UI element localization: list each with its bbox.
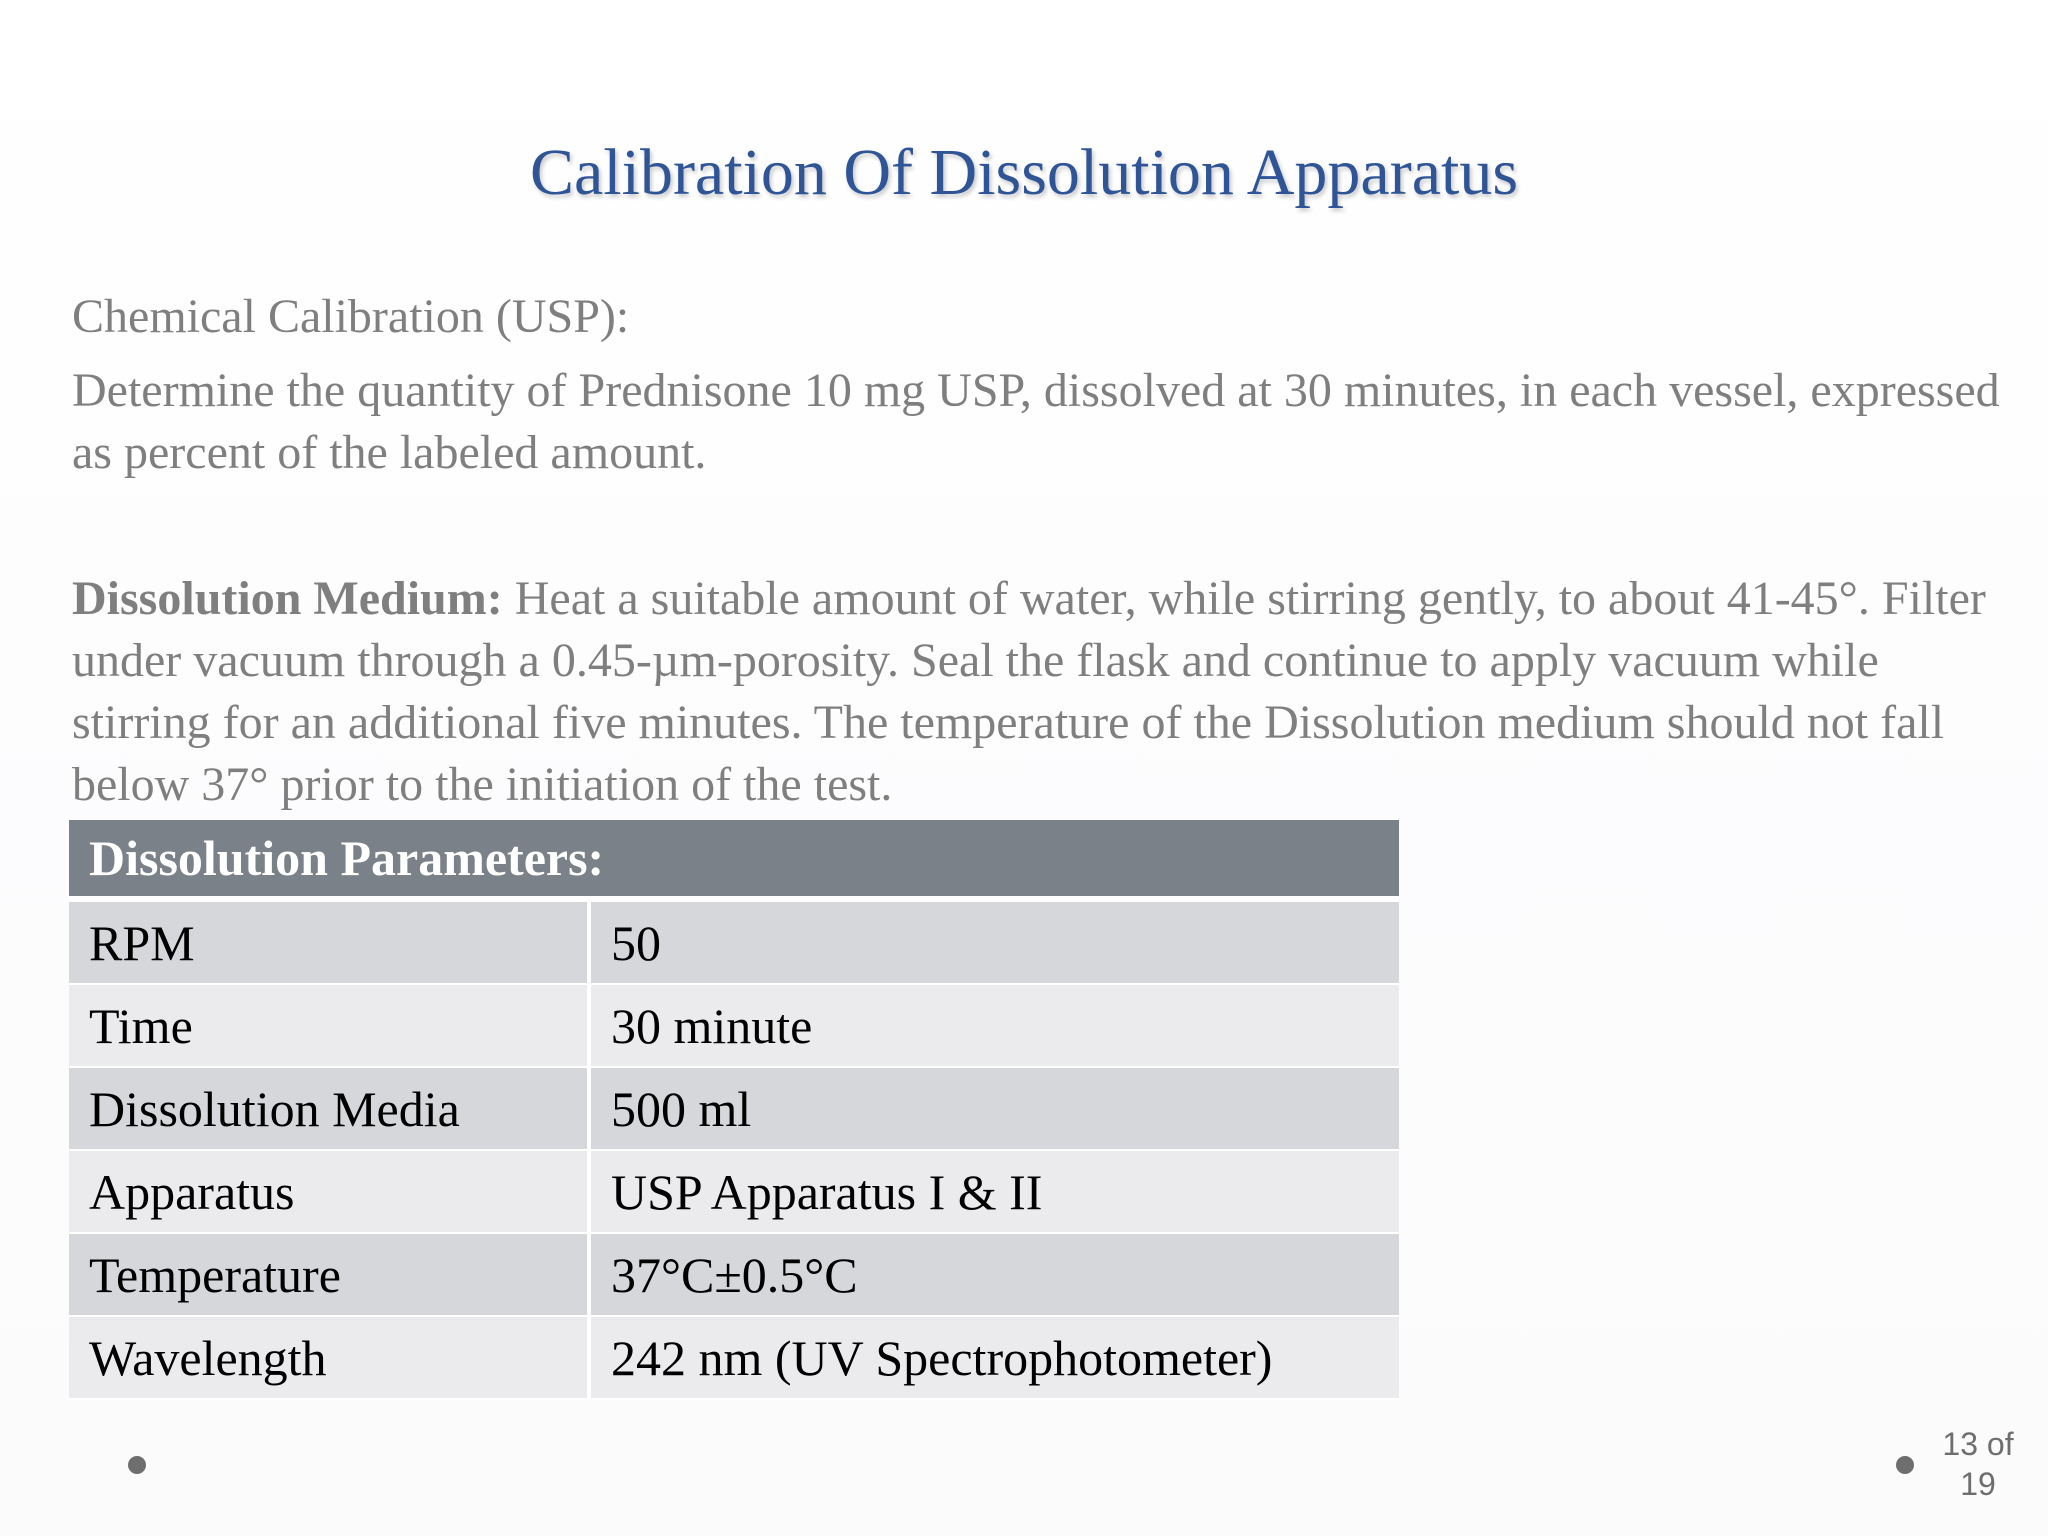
prev-slide-dot-icon[interactable] — [128, 1456, 146, 1474]
table-row — [69, 1316, 1399, 1399]
param-name: Dissolution Media — [69, 1067, 589, 1150]
next-slide-dot-icon[interactable] — [1896, 1456, 1914, 1474]
param-name: Temperature — [69, 1233, 589, 1316]
param-value: 30 minute — [589, 984, 1399, 1067]
table-row — [69, 1233, 1399, 1316]
table-row — [69, 899, 1399, 984]
dissolution-parameters-table — [69, 820, 1399, 1400]
param-value: USP Apparatus I & II — [589, 1150, 1399, 1233]
table-row — [69, 984, 1399, 1067]
table-header-row — [69, 820, 1399, 899]
param-name: Apparatus — [69, 1150, 589, 1233]
page-number-line2: 19 — [1960, 1466, 1996, 1502]
paragraph-body: Heat a suitable amount of water, while stirring gently, to about 41-45°. Filter under vacuum through a 0.45-µm-porosity. Seal the flask and continue to apply vacuum while stirring for an additional five minutes. The temperature of the Dissolution medium should not fall below 37° prior to the initiation of the test. — [72, 572, 1986, 811]
param-value: 50 — [589, 899, 1399, 984]
param-name: Time — [69, 984, 589, 1067]
table-row — [69, 1150, 1399, 1233]
param-name: Wavelength — [69, 1316, 589, 1399]
param-value: 37°C±0.5°C — [589, 1233, 1399, 1316]
page-number-line1: 13 of — [1942, 1426, 2014, 1462]
page-number — [1928, 1424, 2028, 1504]
paragraph-lead: Dissolution Medium: — [72, 572, 503, 625]
paragraph-dissolution-medium — [72, 568, 2022, 816]
section-subheading: Chemical Calibration (USP): — [72, 290, 630, 343]
slide-title: Calibration Of Dissolution Apparatus — [529, 136, 1519, 209]
param-value: 500 ml — [589, 1067, 1399, 1150]
param-name: RPM — [69, 899, 589, 984]
param-value: 242 nm (UV Spectrophotometer) — [589, 1316, 1399, 1399]
paragraph-quantity: Determine the quantity of Prednisone 10 mg USP, dissolved at 30 minutes, in each vessel, expressed as percent of the labeled amount. — [72, 364, 2000, 479]
table-header: Dissolution Parameters: — [69, 820, 1399, 899]
table-row — [69, 1067, 1399, 1150]
